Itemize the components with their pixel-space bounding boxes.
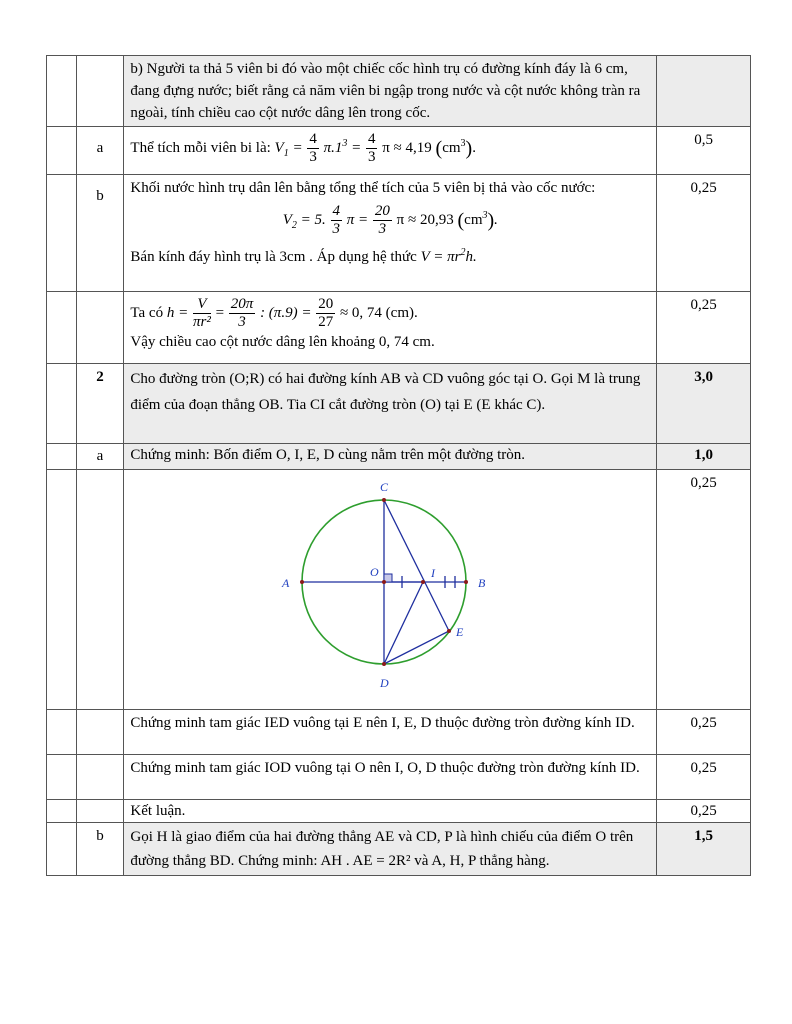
part-label: b bbox=[76, 823, 124, 876]
question-number: 2 bbox=[76, 364, 124, 444]
problem-text-2a: Chứng minh: Bốn điểm O, I, E, D cùng nằm trên một đường tròn. bbox=[124, 444, 657, 470]
score-cell bbox=[657, 56, 751, 127]
solution-a: Thể tích mỗi viên bi là: $V_1$ = $\frac{4}{3}$ $\pi.1^3$ = $\frac{4}{3}$ π ≈ 4,19 $(cm^3)$. bbox=[124, 127, 657, 175]
part-label: b bbox=[76, 175, 124, 292]
label-a: A bbox=[282, 576, 290, 590]
score-value: 0,25 bbox=[657, 470, 751, 710]
solution-b-2: Ta có h = $\frac{V}{\text{πr²}}$ = $\frac{20\pi}{3}$ : (π.9) = $\frac{20}{27}$ ≈ 0, 74 (cm). Vậy chiều cao cột nước dâng lên khoảng 0, 74 cm. bbox=[124, 292, 657, 364]
score-value: 0,5 bbox=[657, 127, 751, 175]
problem-text-2: Cho đường tròn (O;R) có hai đường kính AB và CD vuông góc tại O. Gọi M là trung điểm của đoạn thẳng OB. Tia CI cắt đường tròn (O) tại E (E khác C). bbox=[124, 364, 657, 444]
row-proof-3 bbox=[47, 800, 751, 823]
row-figure bbox=[47, 470, 751, 710]
row-part-b-2 bbox=[47, 292, 751, 364]
figure-cell bbox=[124, 470, 657, 710]
row-question-2 bbox=[47, 364, 751, 444]
part-label: a bbox=[76, 127, 124, 175]
score-value: 0,25 bbox=[657, 175, 751, 292]
geometry-figure bbox=[124, 470, 640, 702]
row-2b bbox=[47, 823, 751, 876]
row-2a bbox=[47, 444, 751, 470]
label-b: B bbox=[478, 576, 486, 590]
score-value: 1,5 bbox=[657, 823, 751, 876]
score-value: 0,25 bbox=[657, 800, 751, 823]
score-value: 3,0 bbox=[657, 364, 751, 444]
segment-de bbox=[384, 631, 449, 664]
label-e: E bbox=[456, 625, 464, 639]
label-d: D bbox=[380, 676, 390, 690]
col-part bbox=[76, 56, 124, 127]
score-value: 1,0 bbox=[657, 444, 751, 470]
label-i: I bbox=[431, 566, 436, 580]
row-intro bbox=[47, 56, 751, 127]
solution-b-1: Khối nước hình trụ dân lên bằng tổng thể tích của 5 viên bị thả vào cốc nước: $V_2 = 5$. $\frac{4}{3}$ π = $\frac{20}{3}$ π ≈ 20,93 $(cm^3)$. Bán kính đáy hình trụ là 3cm . Áp dụng hệ thức $V = \pi r^2h$. bbox=[124, 175, 657, 292]
col-question bbox=[47, 56, 77, 127]
segment-di bbox=[384, 582, 423, 664]
part-label: a bbox=[76, 444, 124, 470]
score-value: 0,25 bbox=[657, 292, 751, 364]
fraction: $\frac{4}{3}$ bbox=[367, 131, 376, 165]
proof-step-1: Chứng minh tam giác IED vuông tại E nên I, E, D thuộc đường tròn đường kính ID. bbox=[124, 710, 657, 755]
answer-table bbox=[46, 55, 751, 876]
proof-step-2: Chứng minh tam giác IOD vuông tại O nên I, O, D thuộc đường tròn đường kính ID. bbox=[124, 755, 657, 800]
fraction: $\frac{4}{3}$ bbox=[309, 131, 317, 165]
row-part-a bbox=[47, 127, 751, 175]
row-proof-1 bbox=[47, 710, 751, 755]
proof-conclusion: Kết luận. bbox=[124, 800, 657, 823]
segment-ce bbox=[384, 500, 449, 631]
score-value: 0,25 bbox=[657, 755, 751, 800]
equation-v2: $V_2 = 5$. $\frac{4}{3}$ π = $\frac{20}{3}$ π ≈ 20,93 $(cm^3)$. bbox=[282, 203, 498, 237]
row-part-b-1 bbox=[47, 175, 751, 292]
row-proof-2 bbox=[47, 755, 751, 800]
label-c: C bbox=[380, 480, 389, 494]
label-o: O bbox=[370, 565, 380, 579]
problem-text-b: b) Người ta thả 5 viên bi đó vào một chiếc cốc hình trụ có đường kính đáy là 6 cm, đang đựng nước; biết rằng cả năm viên bi ngập trong nước và cột nước không tràn ra ngoài, tính chiều cao cột nước dâng lên trong cốc. bbox=[124, 56, 657, 127]
problem-text-2b: Gọi H là giao điểm của hai đường thẳng AE và CD, P là hình chiếu của điểm O trên đường thẳng BD. Chứng minh: AH . AE = 2R² và A, H, P thẳng hàng. bbox=[124, 823, 657, 876]
score-value: 0,25 bbox=[657, 710, 751, 755]
